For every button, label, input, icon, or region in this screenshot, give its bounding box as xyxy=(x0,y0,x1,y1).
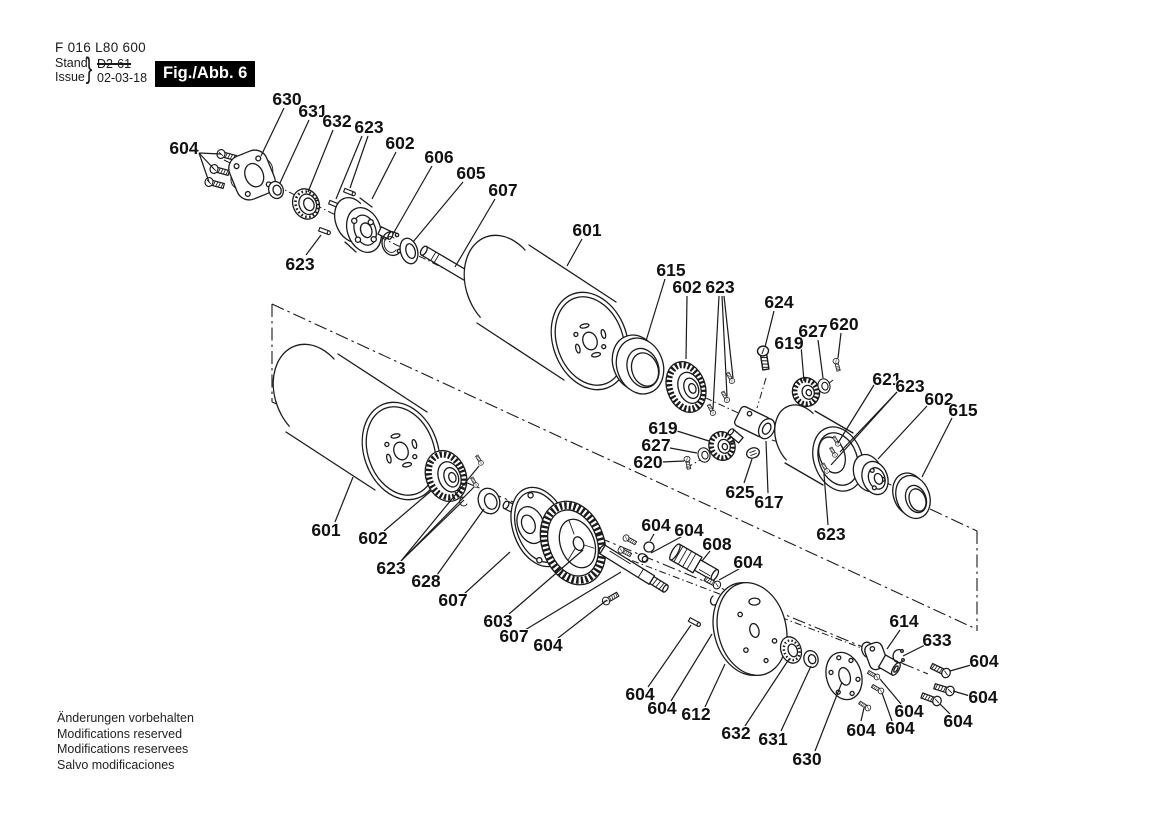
brace-glyph: } xyxy=(85,52,93,85)
collar-625 xyxy=(745,446,761,460)
part-callout-614: 614 xyxy=(889,611,919,631)
leader-line xyxy=(815,682,842,751)
part-callout-630: 630 xyxy=(792,749,822,769)
part-callout-606: 606 xyxy=(424,147,454,167)
right-drum xyxy=(766,398,872,498)
part-callout-604: 604 xyxy=(641,515,671,535)
part-callout-617: 617 xyxy=(754,492,784,512)
screw-604 xyxy=(209,164,230,178)
end-cap-630 xyxy=(821,648,868,704)
leader-line xyxy=(280,120,309,183)
hub-602 xyxy=(329,193,394,258)
screw-624 xyxy=(757,345,772,370)
leader-line xyxy=(372,152,396,199)
leader-line xyxy=(882,693,892,721)
part-callout-627: 627 xyxy=(641,435,671,455)
leader-line xyxy=(261,108,284,156)
stand-label: Stand xyxy=(55,56,88,70)
figure-badge: Fig./Abb. 6 xyxy=(155,61,255,87)
issue-label: Issue xyxy=(55,69,85,84)
pin-623 xyxy=(344,188,356,196)
part-callout-604: 604 xyxy=(969,651,999,671)
part-callout-615: 615 xyxy=(948,400,978,420)
part-number: F 016 L80 600 xyxy=(55,40,146,55)
part-callout-615: 615 xyxy=(656,260,686,280)
leader-line xyxy=(922,418,952,477)
leader-line xyxy=(308,130,333,192)
part-callout-604: 604 xyxy=(846,720,876,740)
part-callout-628: 628 xyxy=(411,571,441,591)
screw-604 xyxy=(204,177,225,191)
gear-602 xyxy=(659,356,712,418)
disc-612 xyxy=(704,575,797,683)
part-callout-605: 605 xyxy=(456,163,486,183)
part-callout-625: 625 xyxy=(725,482,755,502)
footer-line-de: Änderungen vorbehalten xyxy=(57,711,194,725)
part-callout-631: 631 xyxy=(298,101,328,121)
coupling-614 xyxy=(860,640,905,676)
part-callout-623: 623 xyxy=(376,558,406,578)
footer-line-fr: Modifications reservees xyxy=(57,742,189,756)
screw-604 xyxy=(933,682,955,697)
part-callout-604: 604 xyxy=(674,520,704,540)
part-callout-623: 623 xyxy=(285,254,315,274)
part-callout-608: 608 xyxy=(702,534,732,554)
leader-line xyxy=(199,153,209,182)
leader-line xyxy=(887,630,900,649)
pin-623 xyxy=(319,227,331,235)
part-callout-604: 604 xyxy=(894,701,924,721)
screw-604 xyxy=(867,669,881,681)
leader-line xyxy=(306,235,321,255)
part-callout-623: 623 xyxy=(816,524,846,544)
part-callout-604: 604 xyxy=(733,552,763,572)
part-callout-612: 612 xyxy=(681,704,711,724)
pin-623 xyxy=(475,454,485,466)
part-callout-604: 604 xyxy=(885,718,915,738)
leader-line xyxy=(818,340,823,378)
part-callout-632: 632 xyxy=(721,723,751,743)
part-callout-623: 623 xyxy=(354,117,384,137)
part-callout-620: 620 xyxy=(633,452,663,472)
ring-615-right xyxy=(887,468,936,523)
leader-line xyxy=(650,534,654,541)
leader-line xyxy=(413,182,463,242)
leader-line xyxy=(662,461,684,462)
screw-604 xyxy=(601,591,620,606)
lower-drum-601 xyxy=(260,333,453,510)
part-callout-601: 601 xyxy=(311,520,341,540)
part-callout-623: 623 xyxy=(705,277,735,297)
part-callout-632: 632 xyxy=(322,111,352,131)
leader-line xyxy=(670,448,697,453)
old-issue-date: D2-61 xyxy=(97,57,132,71)
part-callout-601: 601 xyxy=(572,220,602,240)
part-callout-604: 604 xyxy=(943,711,973,731)
pin-623 xyxy=(720,390,730,403)
screw-604 xyxy=(858,700,872,712)
legal-footer xyxy=(57,711,194,773)
upper-drum-601 xyxy=(451,224,642,400)
part-callout-602: 602 xyxy=(358,528,388,548)
part-callout-603: 603 xyxy=(483,611,513,631)
axle-shaft xyxy=(598,544,670,594)
leader-line xyxy=(646,279,665,341)
leader-line xyxy=(567,239,582,266)
part-callout-607: 607 xyxy=(438,590,468,610)
washer-605 xyxy=(397,236,421,266)
part-callout-620: 620 xyxy=(829,314,859,334)
ball-604 xyxy=(644,542,654,552)
leader-line xyxy=(722,296,727,396)
part-callout-624: 624 xyxy=(764,292,794,312)
leader-line xyxy=(781,666,811,731)
leader-line xyxy=(464,552,510,594)
leader-line xyxy=(393,166,432,234)
leader-line xyxy=(765,311,774,347)
leader-line xyxy=(878,406,927,459)
bearing-628 xyxy=(475,485,504,517)
part-callout-630: 630 xyxy=(272,89,302,109)
screw-604 xyxy=(622,534,637,546)
part-callout-604: 604 xyxy=(625,684,655,704)
leader-line xyxy=(648,625,691,687)
part-callout-602: 602 xyxy=(385,133,415,153)
footer-line-en: Modifications reserved xyxy=(57,726,183,741)
pin-623 xyxy=(470,476,480,488)
leader-line xyxy=(713,296,719,409)
leader-line xyxy=(686,296,687,359)
part-callout-607: 607 xyxy=(499,626,529,646)
leader-line xyxy=(705,664,725,707)
part-callout-623: 623 xyxy=(895,376,925,396)
cap-604 xyxy=(637,552,650,564)
screw-620 xyxy=(684,456,693,470)
part-callout-631: 631 xyxy=(758,729,788,749)
issue-date: 02-03-18 xyxy=(97,70,148,85)
part-callout-607: 607 xyxy=(488,180,518,200)
screw-620 xyxy=(832,358,841,372)
part-callout-602: 602 xyxy=(672,277,702,297)
part-callout-604: 604 xyxy=(968,687,998,707)
leader-line xyxy=(766,441,768,493)
part-callout-604: 604 xyxy=(647,698,677,718)
part-callout-633: 633 xyxy=(922,630,952,650)
leader-line xyxy=(950,665,971,671)
leader-line xyxy=(744,459,752,483)
screw-604 xyxy=(929,662,951,679)
part-callout-627: 627 xyxy=(798,321,828,341)
leader-line xyxy=(335,477,353,522)
part-callout-602: 602 xyxy=(924,389,954,409)
pin-623 xyxy=(706,403,716,416)
leader-line xyxy=(677,431,709,441)
part-callout-604: 604 xyxy=(533,635,563,655)
part-callout-604: 604 xyxy=(169,138,199,158)
bearing-632 xyxy=(288,185,324,224)
part-callout-621: 621 xyxy=(872,369,902,389)
leader-line xyxy=(838,333,841,358)
part-callout-619: 619 xyxy=(774,333,804,353)
footer-line-es: Salvo modificaciones xyxy=(57,757,175,772)
part-callout-619: 619 xyxy=(648,418,678,438)
